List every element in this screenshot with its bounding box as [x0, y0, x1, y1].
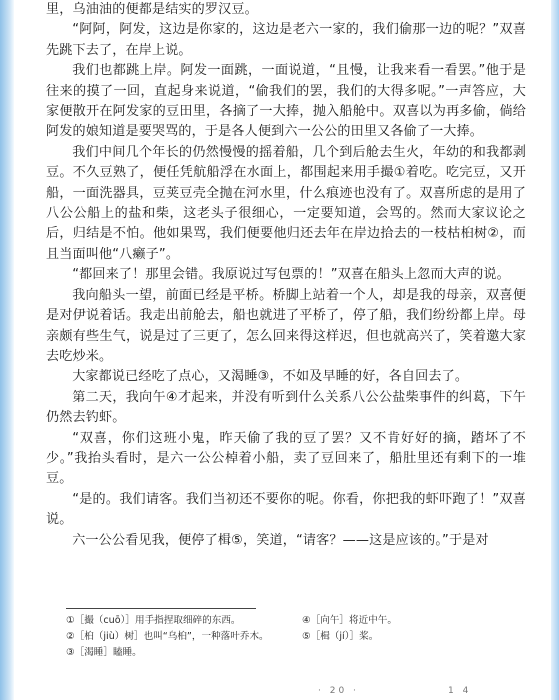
paragraph-7: 大家都说已经吃了点心，又渴睡③，不如及早睡的好，各自回去了。 — [72, 369, 469, 385]
footnote-3: ③［渴睡］瞌睡。 — [66, 647, 142, 658]
footnote-4: ④［向午］将近中午。 — [302, 615, 397, 626]
paragraph-1: 里，乌油油的便都是结实的罗汉豆。 — [46, 2, 258, 17]
paragraph-10: “是的。我们请客。我们当初还不要你的呢。你看，你把我的虾吓跑了！”双喜说。 — [46, 491, 526, 528]
page-footer — [0, 686, 559, 700]
footnote-1: ①［撮（cuō）］用手指捏取细碎的东西。 — [66, 615, 241, 626]
paragraph-6: 我向船头一望，前面已经是平桥。桥脚上站着一个人，却是我的母亲，双喜便是对伊说着话。我走出前舱去，船也就进了平桥了，停了船，我们纷纷都上岸。母亲颇有些生气，说是过了三更了，怎么回来得这样迟，但也就高兴了，笑着邀大家去吃炒米。 — [46, 287, 526, 364]
footnotes — [66, 614, 526, 660]
paragraph-11: 六一公公看见我，便停了楫⑤，笑道，“请客？——这是应该的。”于是对 — [72, 532, 489, 548]
paragraph-4: 我们中间几个年长的仍然慢慢的摇着船，几个到后舱去生火，年幼的和我都剥豆。不久豆熟了，便任凭航船浮在水面上，都围起来用手撮①着吃。吃完豆，又开船，一面洗器具，豆荚豆壳全抛在河水里，什么痕迹也没有了。双喜所虑的是用了八公公船上的盐和柴，这老头子很细心，一定要知道，会骂的。然而大家议论之后，归结是不怕。他如果骂，我们便要他归还去年在岸边拾去的一枝枯桕树②，而且当面叫他“八癞子”。 — [46, 144, 526, 262]
paragraph-3: 我们也都跳上岸。阿发一面跳，一面说道，“且慢，让我来看一看罢。”他于是往来的摸了一回，直起身来说道，“偷我们的罢，我们的大得多呢。”一声答应，大家便散开在阿发家的豆田里，各摘了一大捧，抛入船舱中。双喜以为再多偷，倘给阿发的娘知道是要哭骂的，于是各人便到六一公公的田里又各偷了一大捧。 — [46, 63, 526, 140]
paragraph-9: “双喜，你们这班小鬼，昨天偷了我的豆了罢？又不肯好好的摘，踏坏了不少。”我抬头看时，是六一公公棹着小船，卖了豆回来了，船肚里还有剩下的一堆豆。 — [46, 430, 526, 487]
footer-mark: 1 4 — [448, 686, 472, 696]
footnote-2: ②［桕（jiù）树］也叫“乌桕”，一种落叶乔木。 — [66, 631, 269, 642]
page-number: · 20 · — [318, 686, 359, 696]
document-page — [46, 0, 526, 551]
footnote-5: ⑤［楫（jí）］桨。 — [302, 631, 379, 642]
page-right-edge — [551, 0, 559, 700]
footnote-divider — [66, 608, 256, 609]
page-left-edge — [0, 0, 14, 700]
paragraph-5: “都回来了！那里会错。我原说过写包票的！”双喜在船头上忽而大声的说。 — [72, 267, 510, 283]
paragraph-8: 第二天，我向午④才起来，并没有听到什么关系八公公盐柴事件的纠葛，下午仍然去钓虾。 — [46, 389, 526, 426]
paragraph-2: “阿阿，阿发，这边是你家的，这边是老六一家的，我们偷那一边的呢？”双喜先跳下去了，在岸上说。 — [46, 22, 526, 58]
